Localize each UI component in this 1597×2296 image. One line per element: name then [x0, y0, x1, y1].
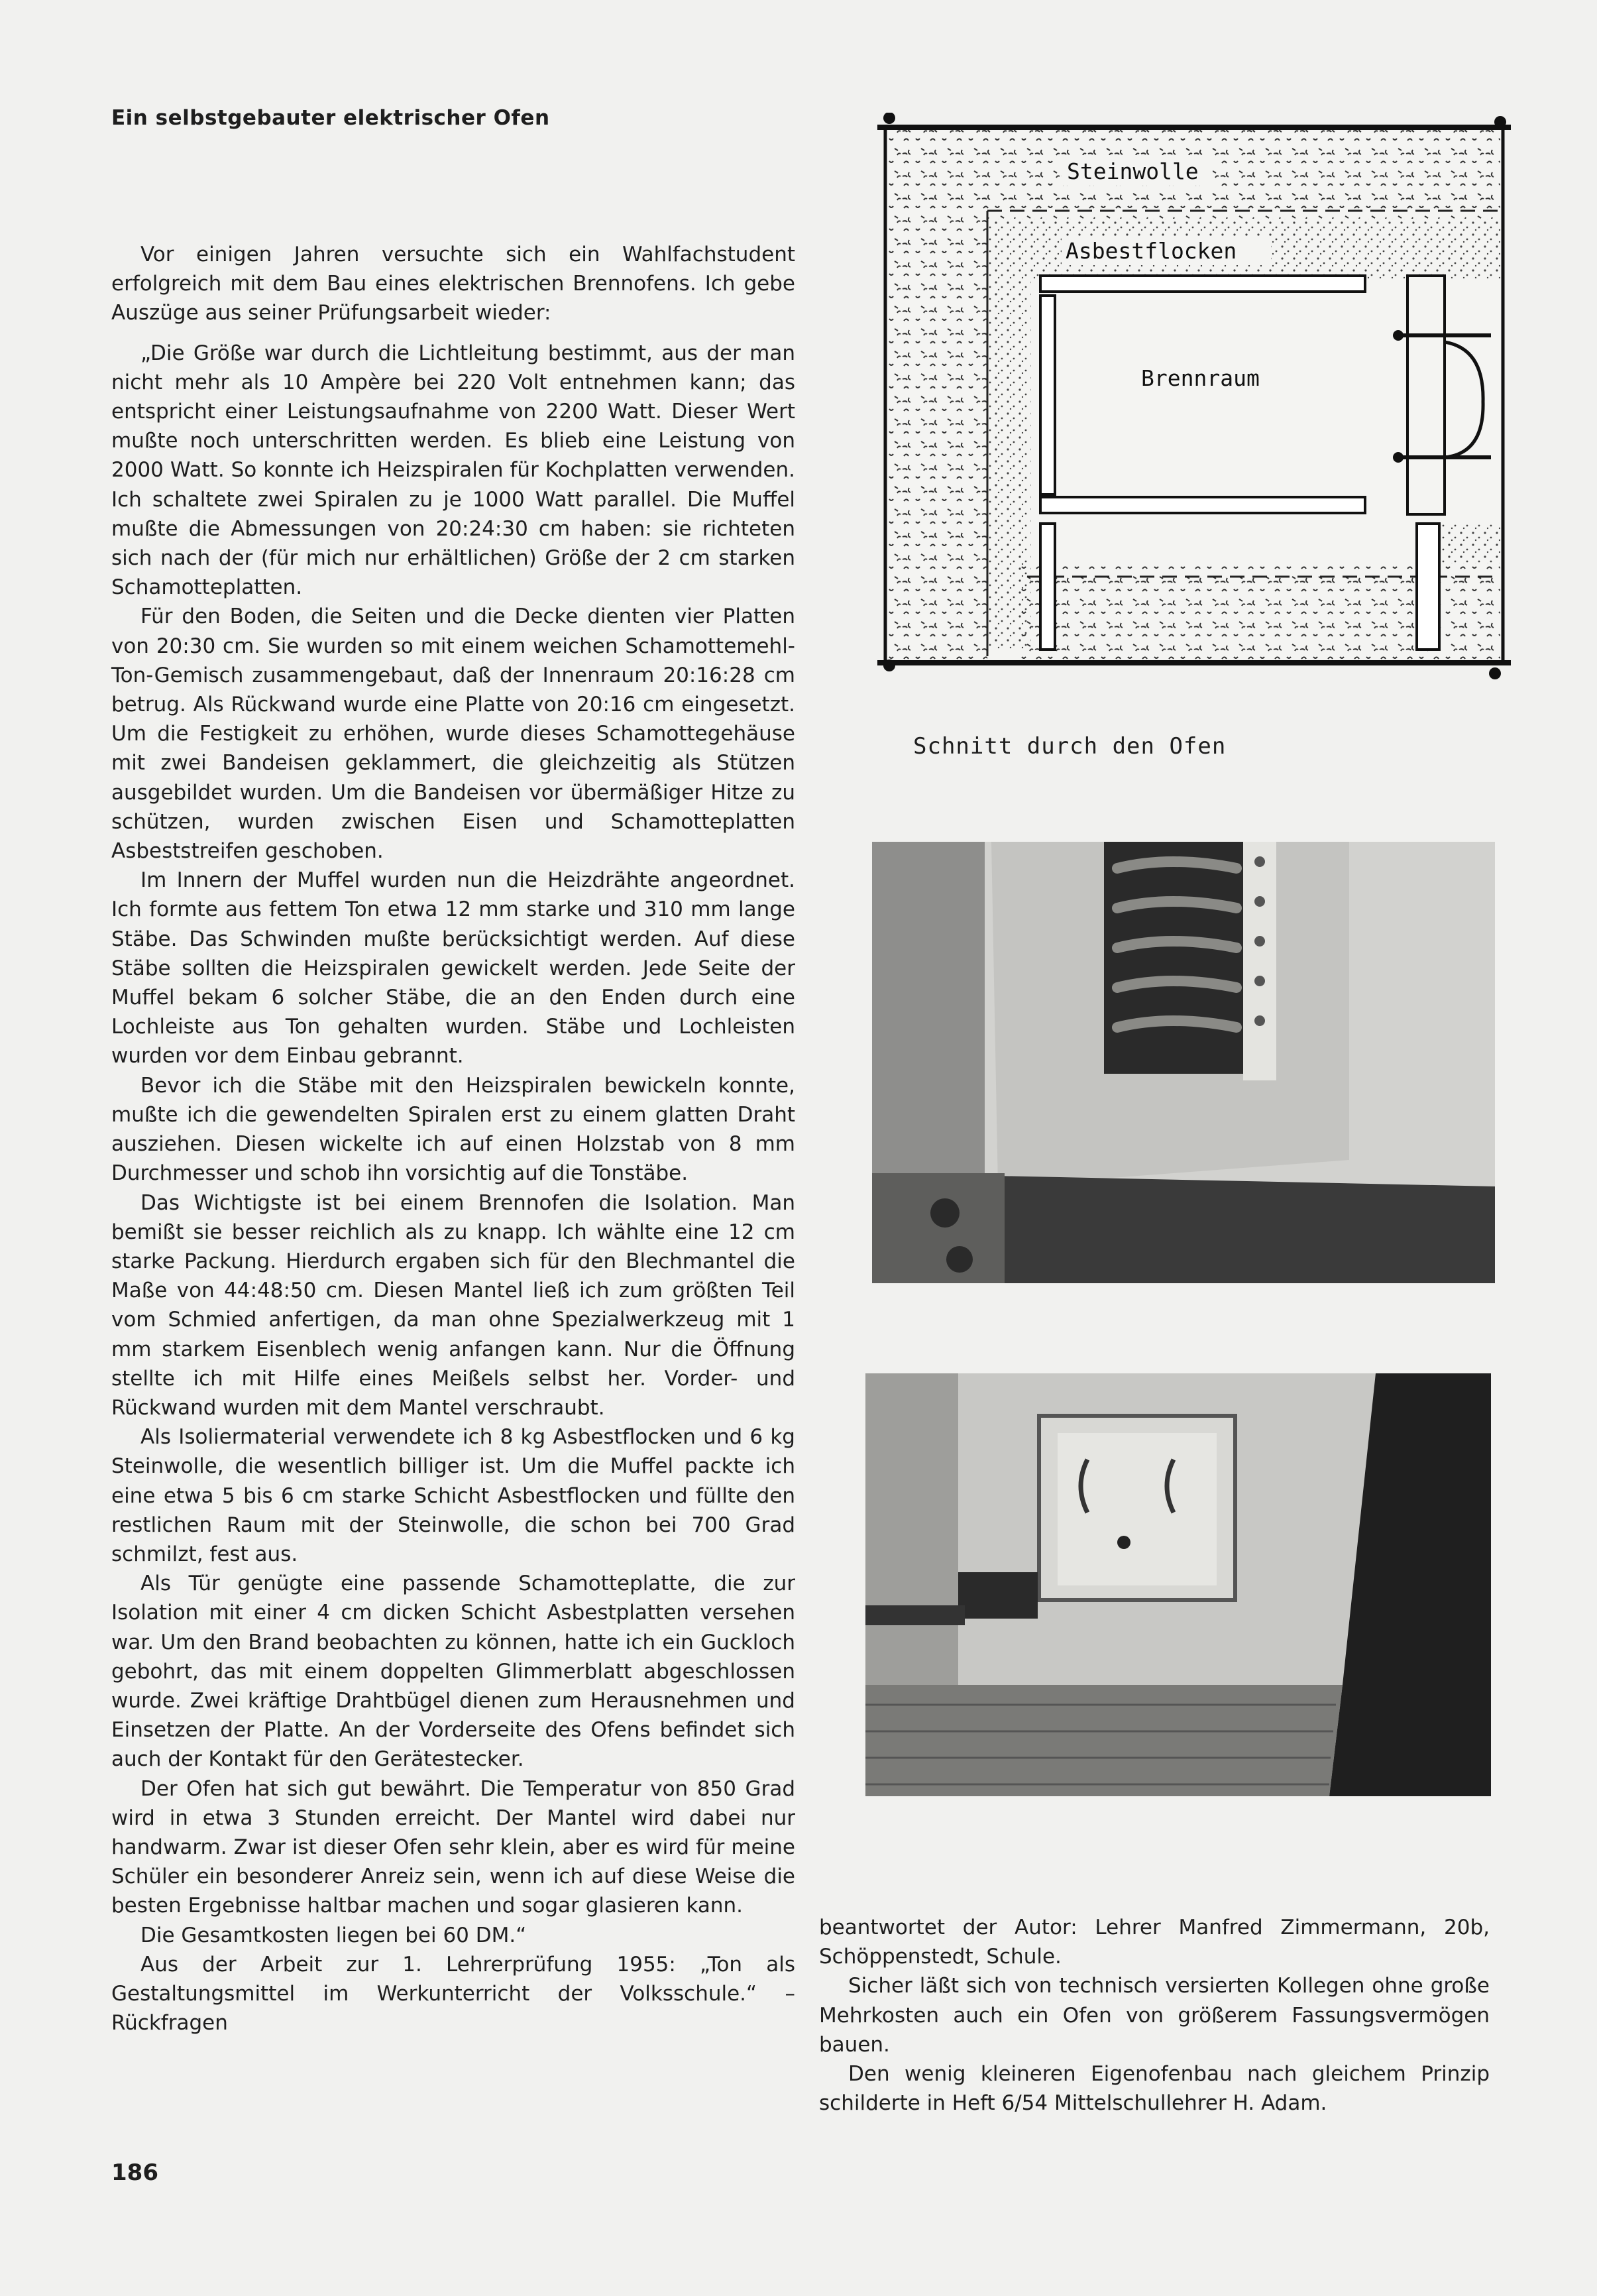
paragraph: Die Gesamtkosten liegen bei 60 DM.“ — [140, 1923, 527, 1947]
label-asbestflocken: Asbestflocken — [1066, 238, 1237, 264]
label-steinwolle: Steinwolle — [1067, 158, 1199, 184]
label-brennraum: Brennraum — [1141, 365, 1260, 391]
oven-cross-section-diagram — [875, 113, 1511, 689]
article-body-left — [111, 240, 795, 2038]
diagram-caption: Schnitt durch den Ofen — [913, 733, 1227, 760]
article-title: Ein selbstgebauter elektrischer Ofen — [111, 106, 550, 130]
paragraph: Für den Boden, die Seiten und die Decke dienten vier Platten von 20:30 cm. Sie wurden so mit einem weichen Schamottemehl-Ton-Gemisch zusammengebaut, daß der Innenraum 20:16:28 cm betrug. Als Rückwand wurde eine Platte von 20:16 cm eingesetzt. Um die Festigkeit zu erhöhen, wurde dieses Schamottegehäuse mit zwei Bandeisen geklammert, die gleichzeitig als Stützen ausgebildet wurden. Um die Bandeisen vor übermäßiger Hitze zu schützen, wurden zwischen Eisen und Schamotteplatten Asbeststreifen geschoben. — [111, 604, 795, 864]
paragraph: Vor einigen Jahren versuchte sich ein Wahlfachstudent erfolgreich mit dem Bau eines elektrischen Brennofens. Ich gebe Auszüge aus seiner Prüfungsarbeit wieder: — [111, 243, 795, 325]
page-number: 186 — [111, 2159, 158, 2186]
paragraph: Den wenig kleineren Eigenofenbau nach gleichem Prinzip schilderte in Heft 6/54 Mittelschullehrer H. Adam. — [819, 2062, 1490, 2116]
photo-oven-interior — [872, 842, 1495, 1283]
paragraph: Als Isoliermaterial verwendete ich 8 kg Asbestflocken und 6 kg Steinwolle, die wesentlich billiger ist. Um die Muffel packte ich eine etwa 5 bis 6 cm starke Schicht Asbestflocken und füllte den restlichen Raum mit der Steinwolle, die schon bei 700 Grad schmilzt, fest aus. — [111, 1425, 795, 1566]
paragraph: Im Innern der Muffel wurden nun die Heizdrähte angeordnet. Ich formte aus fettem Ton etwa 12 mm starke und 310 mm lange Stäbe. Das Schwinden mußte berücksichtigt werden. Auf diese Stäbe sollten die Heizspiralen gewickelt werden. Jede Seite der Muffel bekam 6 solcher Stäbe, die an den Enden durch eine Lochleiste aus Ton gehalten wurden. Stäbe und Lochleisten wurden vor dem Einbau gebrannt. — [111, 868, 795, 1068]
paragraph: Aus der Arbeit zur 1. Lehrerprüfung 1955: „Ton als Gestaltungsmittel im Werkunterricht der Volksschule.“ – Rückfragen — [111, 1952, 795, 2036]
photo-oven-front — [865, 1373, 1491, 1796]
paragraph: Der Ofen hat sich gut bewährt. Die Temperatur von 850 Grad wird in etwa 3 Stunden erreicht. Der Mantel wird dabei nur handwarm. Zwar ist dieser Ofen sehr klein, aber es wird für meine Schüler ein besonderer Anreiz sein, wenn ich auf diese Weise die besten Ergebnisse haltbar machen und sogar glasieren kann. — [111, 1776, 795, 1918]
paragraph: „Die Größe war durch die Lichtleitung bestimmt, aus der man nicht mehr als 10 Ampère bei 220 Volt entnehmen kann; das entspricht einer Leistungsaufnahme von 2200 Watt. Dieser Wert mußte noch unterschritten werden. Es blieb eine Leistung von 2000 Watt. So konnte ich Heizspiralen für Kochplatten verwenden. Ich schaltete zwei Spiralen zu je 1000 Watt parallel. Die Muffel mußte die Abmessungen von 20:24:30 cm haben: sie richteten sich nach der (für mich nur erhältlichen) Größe der 2 cm starken Schamotteplatten. — [111, 341, 795, 600]
paragraph: Bevor ich die Stäbe mit den Heizspiralen bewickeln konnte, mußte ich die gewendelten Spiralen erst zu einem glatten Draht ausziehen. Diesen wickelte ich auf einen Holzstab von 8 mm Durchmesser und schob ihn vorsichtig auf die Tonstäbe. — [111, 1073, 795, 1186]
paragraph: beantwortet der Autor: Lehrer Manfred Zimmermann, 20b, Schöppenstedt, Schule. — [819, 1916, 1490, 1969]
paragraph: Das Wichtigste ist bei einem Brennofen die Isolation. Man bemißt sie besser reichlich als zu knapp. Ich wählte eine 12 cm starke Packung. Hierdurch ergaben sich für den Blechmantel die Maße von 44:48:50 cm. Diesen Mantel ließ ich zum größten Teil vom Schmied anfertigen, da man ohne Spezialwerkzeug mit 1 mm starkem Eisenblech wenig anfangen kann. Nur die Öffnung stellte ich mit Hilfe eines Meißels selbst her. Vorder- und Rückwand wurden mit dem Mantel verschraubt. — [111, 1190, 795, 1420]
article-body-right — [819, 1913, 1490, 2118]
paragraph: Sicher läßt sich von technisch versierten Kollegen ohne große Mehrkosten auch ein Ofen von größerem Fassungsvermögen bauen. — [819, 1974, 1490, 2057]
paragraph: Als Tür genügte eine passende Schamotteplatte, die zur Isolation mit einer 4 cm dicken Schicht Asbestplatten versehen war. Um den Brand beobachten zu können, hatte ich ein Guckloch gebohrt, das mit einem doppelten Glimmerblatt abgeschlossen wurde. Zwei kräftige Drahtbügel dienen zum Herausnehmen und Einsetzen der Platte. An der Vorderseite des Ofens befindet sich auch der Kontakt für den Gerätestecker. — [111, 1572, 795, 1772]
